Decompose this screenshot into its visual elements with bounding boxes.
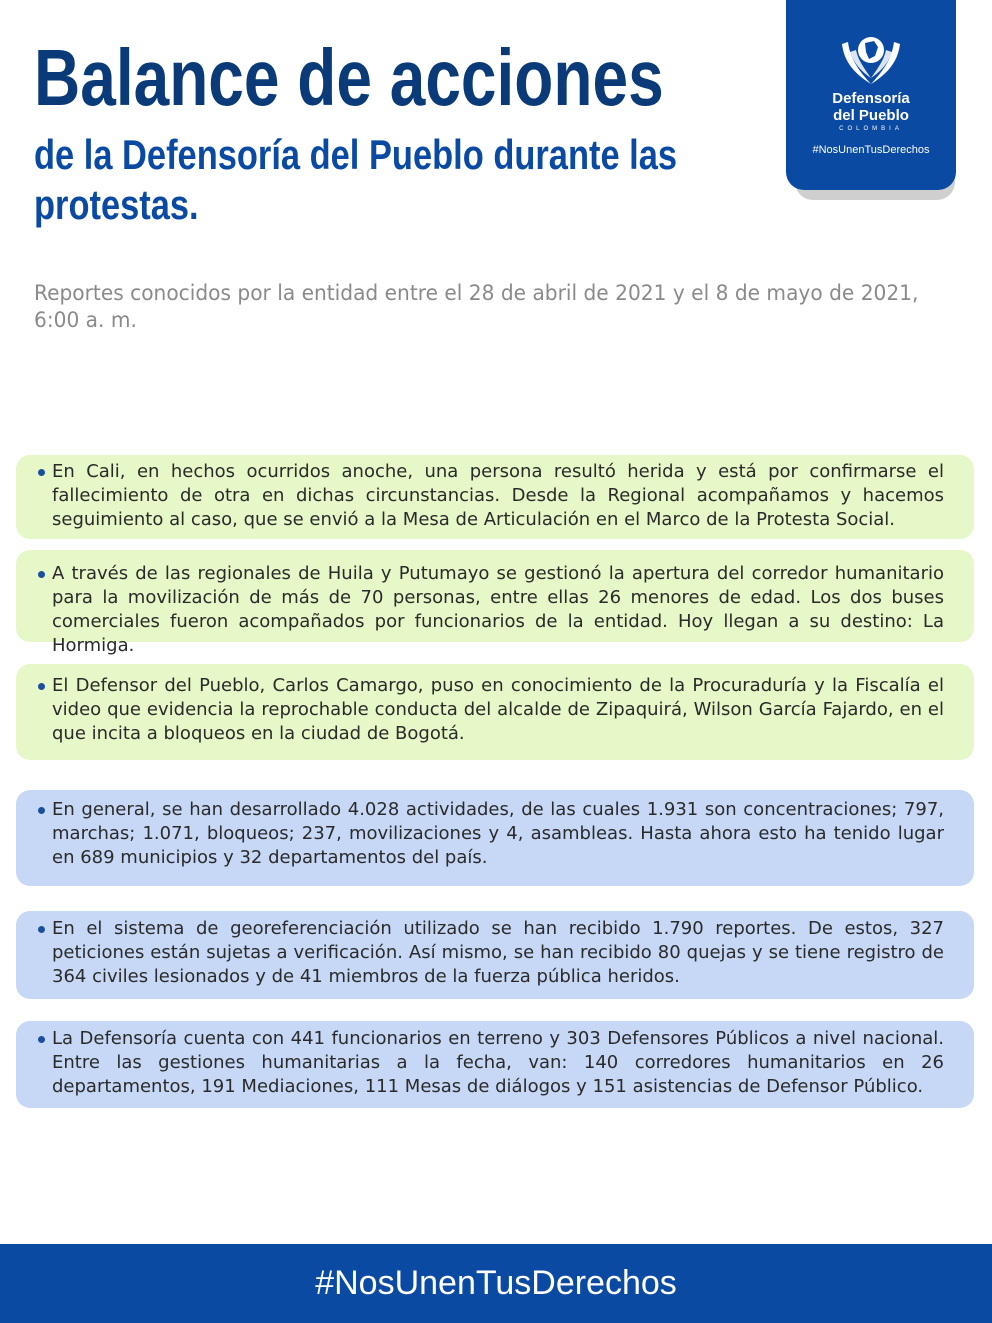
bullet-icon	[38, 571, 45, 578]
list-item	[16, 455, 974, 539]
bullet-icon	[38, 926, 45, 933]
bullet-icon	[38, 683, 45, 690]
logo-hashtag: #NosUnenTusDerechos	[812, 144, 930, 156]
item-text: La Defensoría cuenta con 441 funcionarios en terreno y 303 Defensores Públicos a nivel nacional. Entre las gestiones humanitarias a la fecha, van: 140 corredores humanitarios en 26 departamentos, 191 Mediaciones, 111 Mesas de diálogos y 151 asistencias de Defensor Público.	[52, 1028, 944, 1097]
footer-banner	[0, 1244, 992, 1323]
page-title: Balance de acciones	[34, 33, 664, 122]
item-text: En general, se han desarrollado 4.028 actividades, de las cuales 1.931 son concentraciones; 797, marchas; 1.071, bloqueos; 237, movilizaciones y 4, asambleas. Hasta ahora esto ha tenido lugar en 689 municipios y 32 departamentos del país.	[52, 799, 944, 868]
logo-name-line2: del Pueblo	[833, 107, 909, 124]
logo-name-line1: Defensoría	[832, 90, 910, 107]
bullet-icon	[38, 469, 45, 476]
list-item	[16, 911, 974, 999]
list-item	[16, 550, 974, 656]
defensoria-logo	[786, 0, 956, 190]
bullet-icon	[38, 807, 45, 814]
item-text: A través de las regionales de Huila y Putumayo se gestionó la apertura del corredor humanitario para la movilización de más de 70 personas, entre ellas 26 menores de edad. Los dos buses comerciales fueron acompañados por funcionarios de la entidad. Hoy llegan a su destino: La Hormiga.	[52, 563, 944, 656]
hands-dove-icon	[836, 30, 906, 88]
item-text: En Cali, en hechos ocurridos anoche, una persona resultó herida y está por confirmarse el fallecimiento de otra en dichas circunstancias. Desde la Regional acompañamos y hacemos seguimiento al caso, que se envió a la Mesa de Articulación en el Marco de la Protesta Social.	[52, 461, 944, 530]
item-text: En el sistema de georeferenciación utilizado se han recibido 1.790 reportes. De estos, 327 peticiones están sujetas a verificación. Así mismo, se han recibido 80 quejas y se tiene registro de 364 civiles lesionados y de 41 miembros de la fuerza pública heridos.	[52, 918, 944, 987]
page-subtitle: de la Defensoría del Pueblo durante las protestas.	[34, 131, 678, 228]
bullet-icon	[38, 1036, 45, 1043]
item-text: El Defensor del Pueblo, Carlos Camargo, puso en conocimiento de la Procuraduría y la Fiscalía el video que evidencia la reprochable conducta del alcalde de Zipaquirá, Wilson García Fajardo, en el que incita a bloqueos en la ciudad de Bogotá.	[52, 675, 944, 744]
list-item	[16, 664, 974, 760]
logo-name	[786, 90, 956, 124]
list-item	[16, 1021, 974, 1108]
list-item	[16, 790, 974, 886]
footer-hashtag: #NosUnenTusDerechos	[315, 1264, 677, 1302]
title-block	[34, 30, 754, 230]
report-period: Reportes conocidos por la entidad entre el 28 de abril de 2021 y el 8 de mayo de 2021, 6:00 a. m.	[34, 281, 919, 332]
logo-country: COLOMBIA	[839, 126, 903, 132]
